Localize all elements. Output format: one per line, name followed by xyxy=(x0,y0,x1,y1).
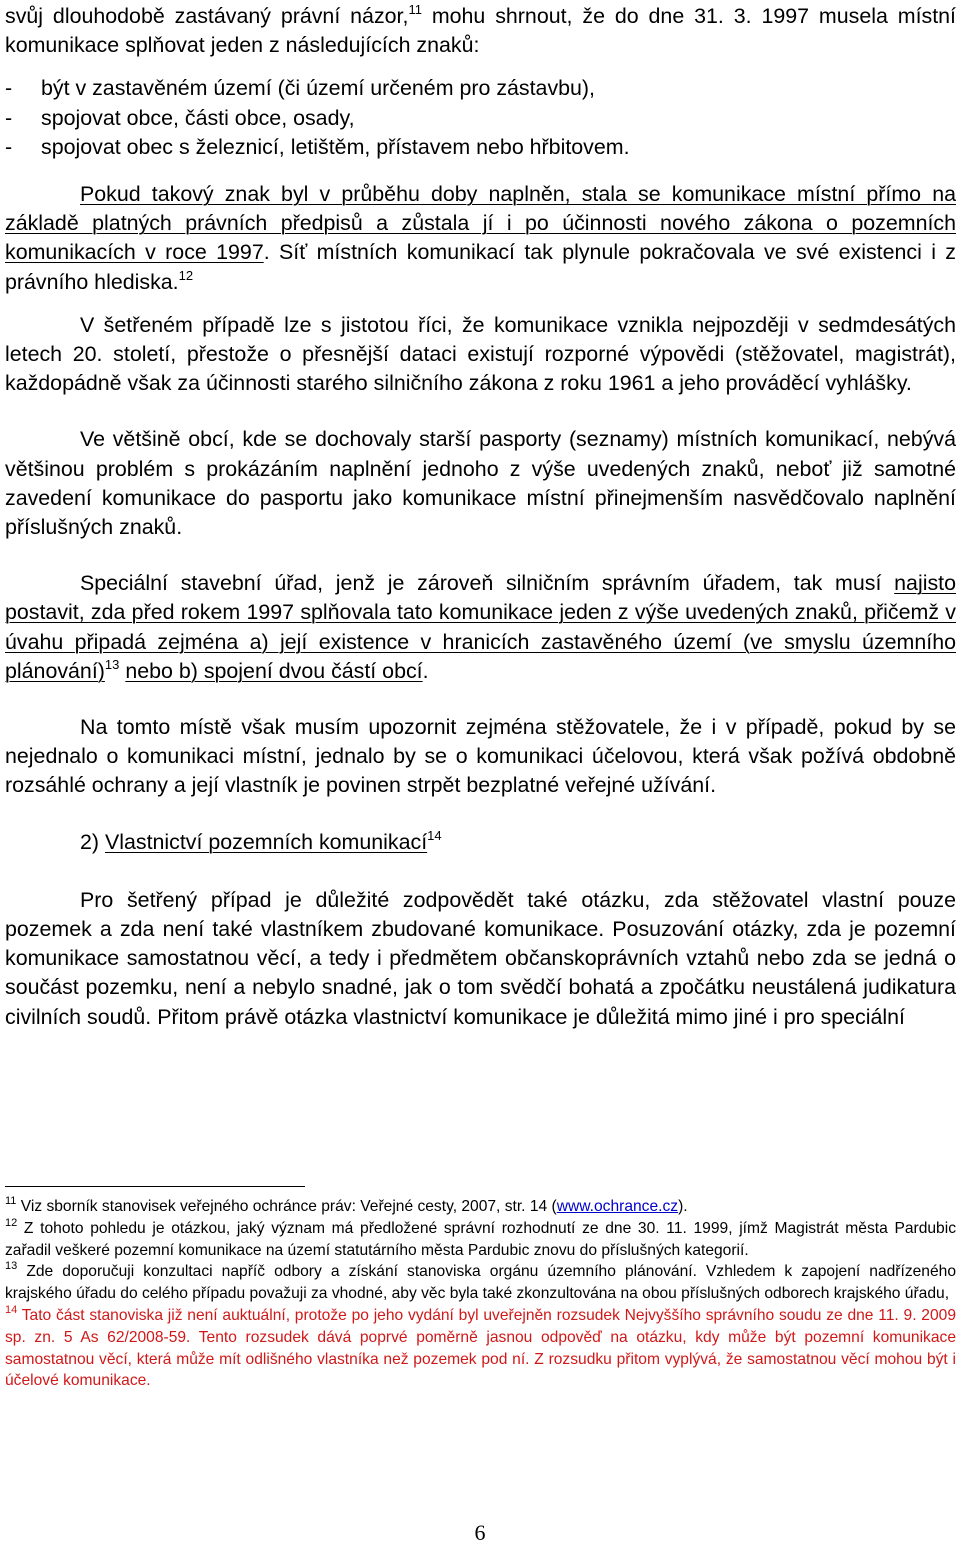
intro-text: svůj dlouhodobě zastávaný právní názor, xyxy=(5,4,409,28)
footnote-text-end: ). xyxy=(678,1198,688,1215)
footnote-number: 14 xyxy=(5,1303,18,1316)
footnote-ref-14[interactable]: 14 xyxy=(427,827,442,843)
paragraph-5-text: Speciální stavební úřad, jenž je zároveň silničním správním úřadem, tak musí xyxy=(80,571,895,596)
footnote-ref-12[interactable]: 12 xyxy=(178,267,194,283)
footnote-separator xyxy=(5,1186,305,1187)
list-item: - být v zastavěném území (či území určeném pro zástavbu), xyxy=(5,74,956,103)
underlined-text: najisto postavit, zda před rokem 1997 splňovala tato komunikace jeden z výše uvedených znaků, přičemž v úvahu připadá zejména a) její existence v hranicích zastavěného území (ve smyslu územního plánování) xyxy=(5,571,956,683)
footnote-number: 12 xyxy=(5,1216,18,1229)
footnote-text: Viz sborník stanovisek veřejného ochránce práv: Veřejné cesty, 2007, str. 14 ( xyxy=(16,1198,557,1215)
heading-title: Vlastnictví pozemních komunikací xyxy=(104,829,428,854)
footnote-14 xyxy=(5,1305,956,1392)
paragraph-6: Na tomto místě však musím upozornit zejména stěžovatele, že i v případě, pokud by se nejednalo o komunikaci místní, jednalo by se o komunikaci účelovou, která však požívá obdobně rozsáhlé ochrany a její vlastník je povinen strpět bezplatné veřejné užívání. xyxy=(5,715,956,798)
criteria-list xyxy=(5,74,956,162)
paragraph-2-text: . Síť místních komunikací tak plynule pokračovala ve své existenci i z právního hlediska. xyxy=(5,240,957,294)
paragraph-4: Ve většině obcí, kde se dochovaly starší pasporty (seznamy) místních komunikací, nebývá většinou problém s prokázáním naplnění jednoho z výše uvedených znaků, neboť již samotné zavedení komunikace do pasportu jako komunikace místní přinejmenším nasvědčovalo naplnění příslušných znaků. xyxy=(5,427,956,540)
paragraph-3: V šetřeném případě lze s jistotou říci, že komunikace vznikla nejpozději v sedmdesátých letech 20. století, přestože o přesnější dataci existují rozporné výpovědi (stěžovatel, magistrát), každopádně však za účinnosti starého silničního zákona z roku 1961 a jeho prováděcí vyhlášky. xyxy=(5,312,956,396)
footnote-12 xyxy=(5,1218,956,1262)
paragraph-5 xyxy=(5,569,956,686)
ochrance-link[interactable]: www.ochrance.cz xyxy=(556,1198,679,1215)
list-item: - spojovat obce, části obce, osady, xyxy=(5,104,956,133)
footnote-text: Z tohoto pohledu je otázkou, jaký význam má předložené správní rozhodnutí ze dne 30. 11. 1999, jímž Magistrát města Pardubic zařadil veškeré pozemní komunikace na území statutárního města Pardubic znovu do příslušných kategorií. xyxy=(5,1219,956,1259)
underlined-text: Pokud takový znak byl v průběhu doby naplněn, stala se komunikace místní přímo na základě platných právních předpisů a zůstala jí i po účinnosti nového zákona o pozemních komunikacích v roce 1997 xyxy=(5,182,956,265)
section-heading xyxy=(5,828,956,857)
heading-number: 2) xyxy=(80,829,105,854)
paragraph-7: Pro šetřený případ je důležité zodpovědět také otázku, zda stěžovatel vlastní pouze pozemek a zda není také vlastníkem zbudované komunikace. Posuzování otázky, zda je pozemní komunikace samostatnou věcí, a tedy i předmětem občanskoprávních vztahů nebo zda se jedná o součást pozemku, není a nebylo snadné, jak o tom svědčí bohatá a zpočátku neustálená judikatura civilních soudů. Přitom právě otázka vlastnictví komunikace je důležitá mimo jiné i pro speciální xyxy=(5,887,956,1029)
period: . xyxy=(422,658,429,683)
footnote-number: 13 xyxy=(5,1260,18,1273)
intro-text-cont: mohu shrnout, že do dne 31. 3. 1997 musela místní komunikace splňovat jeden z následujících znaků: xyxy=(5,4,956,58)
paragraph-intro xyxy=(5,2,956,60)
footnotes xyxy=(5,1196,956,1392)
underlined-text: nebo b) spojení dvou částí obcí xyxy=(125,658,423,683)
page-number: 6 xyxy=(474,1520,486,1545)
footnote-ref-13[interactable]: 13 xyxy=(104,656,120,672)
footnote-text: Zde doporučuji konzultaci napříč odbory a získání stanoviska orgánu územního plánování. Vzhledem k zapojení nadřízeného krajského úřadu do celého případu považuji za vhodné, aby věc byla také zkonzultována na obou příslušných odborech krajského úřadu, xyxy=(5,1263,956,1303)
footnote-ref-11[interactable]: 11 xyxy=(408,2,422,17)
document-page xyxy=(5,0,956,1032)
footnote-13 xyxy=(5,1261,956,1305)
paragraph-2 xyxy=(5,180,956,297)
list-item: - spojovat obec s železnicí, letištěm, přístavem nebo hřbitovem. xyxy=(5,133,956,162)
footnote-number: 11 xyxy=(5,1195,17,1207)
footnote-text: Tato část stanoviska již není auktuální, protože po jeho vydání byl uveřejněn rozsudek Nejvyššího správního soudu ze dne 11. 9. 2009 sp. zn. 5 As 62/2008-59. Tento rozsudek dává poprvé poměrně jasnou odpověď na otázku, kdy může být pozemní komunikace samostatnou věcí, která může mít odlišného vlastníka než pozemek pod ní. Z rozsudku přitom vyplývá, že samostatnou věcí mohou být i účelové komunikace. xyxy=(5,1306,956,1390)
footnote-11 xyxy=(5,1196,956,1218)
